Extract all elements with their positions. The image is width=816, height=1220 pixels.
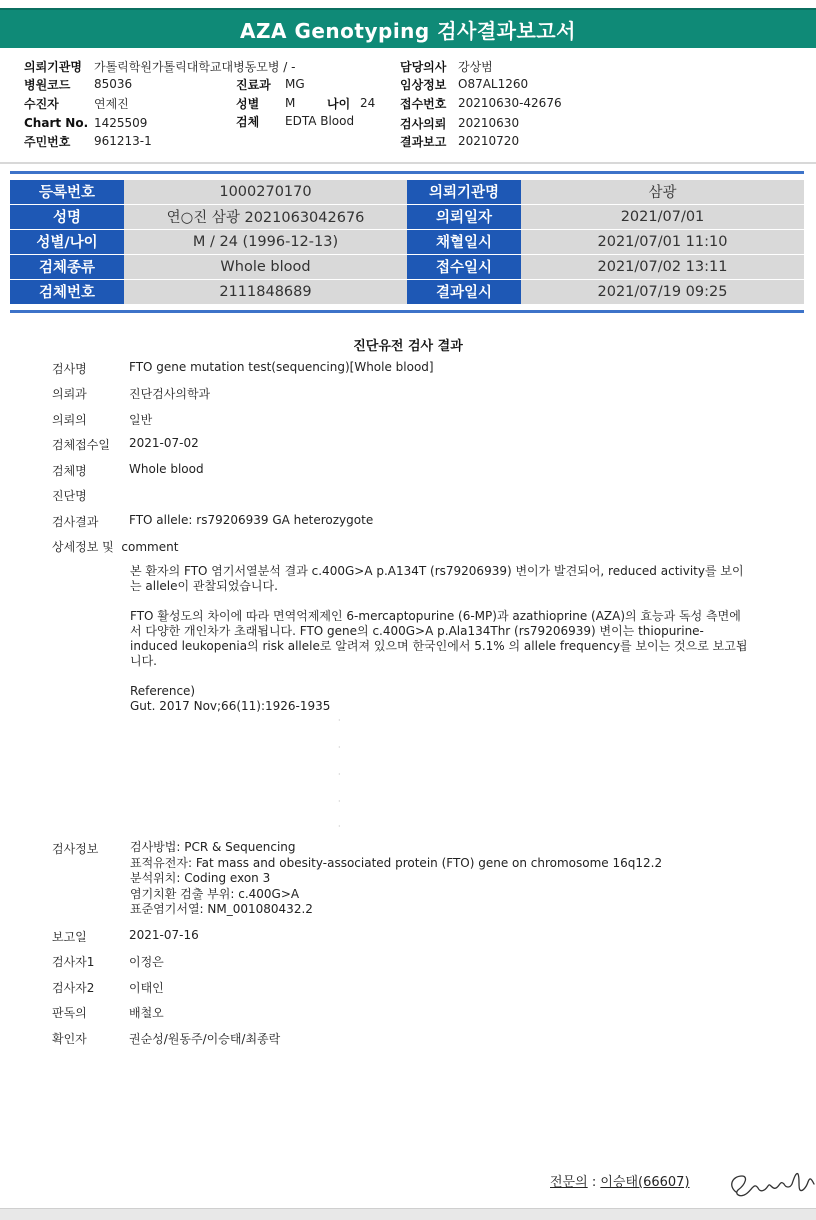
reg-value: 2021/07/01 11:10	[521, 230, 804, 255]
reg-label: 성별/나이	[10, 230, 124, 255]
field-value: 이정은	[129, 955, 164, 969]
institution-value: 가톨릭학원가톨릭대학교대병동모병 / -	[94, 59, 296, 74]
reg-value: 연○진 삼광 2021063042676	[124, 205, 407, 230]
reg-value: 2021/07/19 09:25	[521, 280, 804, 305]
hospital-code-label: 병원코드	[24, 77, 71, 92]
recipient-label: 수진자	[24, 96, 59, 111]
hospital-code-row	[24, 75, 132, 93]
dot-separator: ·	[338, 743, 341, 752]
sex-row	[236, 94, 375, 112]
report-value: 20210720	[458, 134, 520, 148]
field-value: 진단검사의학과	[129, 387, 211, 401]
request-value: 20210630	[458, 116, 520, 130]
reg-label: 성명	[10, 205, 124, 230]
request-label: 검사의뢰	[400, 116, 447, 131]
method-line: 표준염기서열: NM_001080432.2	[130, 902, 313, 916]
report-label: 결과보고	[400, 134, 447, 149]
field-label: 의뢰과	[52, 387, 87, 401]
result-row	[52, 513, 373, 530]
clinical-label: 임상정보	[400, 77, 447, 92]
comment-block	[130, 564, 750, 714]
doctor-value: 강상범	[458, 59, 493, 74]
reg-value: Whole blood	[124, 255, 407, 280]
registration-table	[10, 180, 804, 305]
clinical-row	[400, 75, 528, 93]
method-block	[130, 840, 662, 918]
reg-label: 채혈일시	[407, 230, 521, 255]
field-label: 검사명	[52, 362, 87, 376]
chart-row	[24, 114, 147, 132]
specimen-value: EDTA Blood	[285, 114, 355, 128]
doctor-row	[52, 411, 152, 428]
doctor-label: 담당의사	[400, 59, 447, 74]
method-row	[52, 840, 129, 857]
id-value: 961213-1	[94, 134, 152, 148]
received-row	[52, 436, 199, 453]
dot-separator: ·	[338, 770, 341, 779]
receipt-value: 20210630-42676	[458, 96, 562, 110]
method-line: 분석위치: Coding exon 3	[130, 871, 271, 885]
tester1-row	[52, 953, 164, 970]
age-value: 24	[360, 96, 376, 110]
table-row	[10, 205, 804, 230]
dot-separator: ·	[338, 716, 341, 725]
recipient-row	[24, 94, 129, 112]
method-line: 염기치환 검출 부위: c.400G>A	[130, 886, 300, 901]
request-row	[400, 114, 519, 132]
field-label: 의뢰의	[52, 413, 87, 427]
field-value: 2021-07-02	[129, 436, 199, 450]
field-label: 확인자	[52, 1032, 87, 1046]
sex-label: 성별	[236, 96, 260, 111]
reg-value: 2021/07/01	[521, 205, 804, 230]
reg-label: 등록번호	[10, 180, 124, 205]
reg-value: 1000270170	[124, 180, 407, 205]
age-label: 나이	[327, 96, 351, 111]
reg-label: 의뢰기관명	[407, 180, 521, 205]
field-label: 검체접수일	[52, 438, 110, 452]
institution-label: 의뢰기관명	[24, 59, 82, 74]
specialist-label: 전문의	[550, 1175, 588, 1190]
field-label: 검사자2	[52, 981, 95, 995]
reg-label: 검체종류	[10, 255, 124, 280]
divider	[10, 171, 804, 174]
doctor-row	[400, 57, 493, 75]
reg-value: M / 24 (1996-12-13)	[124, 230, 407, 255]
field-value: 이태인	[129, 981, 164, 995]
title-bar	[0, 0, 816, 56]
field-label: 검사정보	[52, 842, 99, 856]
field-label: 상세정보 및 comment	[52, 540, 179, 554]
confirm-row	[52, 1030, 280, 1047]
field-value: FTO allele: rs79206939 GA heterozygote	[129, 513, 374, 527]
field-value: 일반	[129, 413, 153, 427]
detail-row	[52, 538, 179, 555]
reader-row	[52, 1004, 164, 1021]
field-value: 2021-07-16	[129, 928, 199, 942]
receipt-row	[400, 94, 562, 112]
table-row	[10, 180, 804, 205]
field-label: 검사자1	[52, 955, 95, 969]
field-value: 배철오	[129, 1006, 164, 1020]
hospital-code-value: 85036	[94, 77, 133, 91]
specialist-name: 이승태(66607)	[600, 1175, 690, 1190]
dept-row	[52, 385, 210, 402]
section-title: 진단유전 검사 결과	[353, 339, 463, 354]
table-row	[10, 230, 804, 255]
dot-separator: ·	[338, 797, 341, 806]
reg-label: 의뢰일자	[407, 205, 521, 230]
diagnosis-row	[52, 487, 129, 504]
reg-label: 검체번호	[10, 280, 124, 305]
recipient-value: 연제진	[94, 96, 129, 111]
report-date-row	[52, 928, 199, 945]
test-name-row	[52, 360, 434, 377]
table-row	[10, 255, 804, 280]
field-value: 권순성/원동주/이승태/최종락	[129, 1032, 281, 1046]
tester2-row	[52, 979, 164, 996]
field-label: 진단명	[52, 489, 87, 503]
reg-label: 접수일시	[407, 255, 521, 280]
id-row	[24, 132, 152, 150]
divider	[0, 162, 816, 164]
report-row	[400, 132, 519, 150]
department-label: 진료과	[236, 77, 271, 92]
method-line: 표적유전자: Fat mass and obesity-associated protein (FTO) gene on chromosome 16q12.2	[130, 855, 663, 870]
clinical-value: O87AL1260	[458, 77, 529, 91]
comment-paragraph: 본 환자의 FTO 염기서열분석 결과 c.400G>A p.A134T (rs79206939) 변이가 발견되어, reduced activity를 보이는 allele이 관찰되었습니다.	[130, 564, 744, 593]
bottom-bar	[0, 1208, 816, 1220]
field-label: 판독의	[52, 1006, 87, 1020]
field-label: 검체명	[52, 464, 87, 478]
specialist-signature-line	[550, 1171, 690, 1190]
field-value: FTO gene mutation test(sequencing)[Whole blood]	[129, 360, 434, 374]
chart-label: Chart No.	[24, 116, 89, 130]
department-row	[236, 75, 305, 93]
divider	[10, 310, 804, 313]
institution-row	[24, 57, 295, 75]
sex-value: M	[285, 96, 296, 110]
dot-separator: ·	[338, 822, 341, 831]
receipt-label: 접수번호	[400, 96, 447, 111]
method-line: 검사방법: PCR & Sequencing	[130, 840, 296, 854]
specimen-name-row	[52, 462, 204, 479]
comment-paragraph: FTO 활성도의 차이에 따라 면역억제제인 6-mercaptopurine (6-MP)과 azathioprine (AZA)의 효능과 독성 측면에서 다양한 개인차가 초래됩니다. FTO gene의 c.400G>A p.Ala134Thr (rs79206939) 변이는 thiopurine-induced leukopenia의 risk allele로 알려져 있으며 한국인에서 5.1% 의 allele frequency를 보이는 것으로 보고됩니다.	[130, 609, 748, 668]
reg-value: 2021/07/02 13:11	[521, 255, 804, 280]
specialist-separator: :	[587, 1175, 601, 1190]
specimen-row	[236, 112, 354, 130]
id-label: 주민번호	[24, 134, 71, 149]
reg-label: 결과일시	[407, 280, 521, 305]
department-value: MG	[285, 77, 305, 91]
reference-title: Reference)	[130, 684, 196, 698]
field-value: Whole blood	[129, 462, 204, 476]
report-title: AZA Genotyping 검사결과보고서	[0, 8, 816, 48]
table-row	[10, 280, 804, 305]
reg-value: 삼광	[521, 180, 804, 205]
reg-value: 2111848689	[124, 280, 407, 305]
field-label: 보고일	[52, 930, 87, 944]
specimen-label: 검체	[236, 114, 260, 129]
reference-value: Gut. 2017 Nov;66(11):1926-1935	[130, 699, 331, 713]
field-label: 검사결과	[52, 515, 99, 529]
chart-value: 1425509	[94, 116, 148, 130]
signature-image	[724, 1162, 816, 1204]
